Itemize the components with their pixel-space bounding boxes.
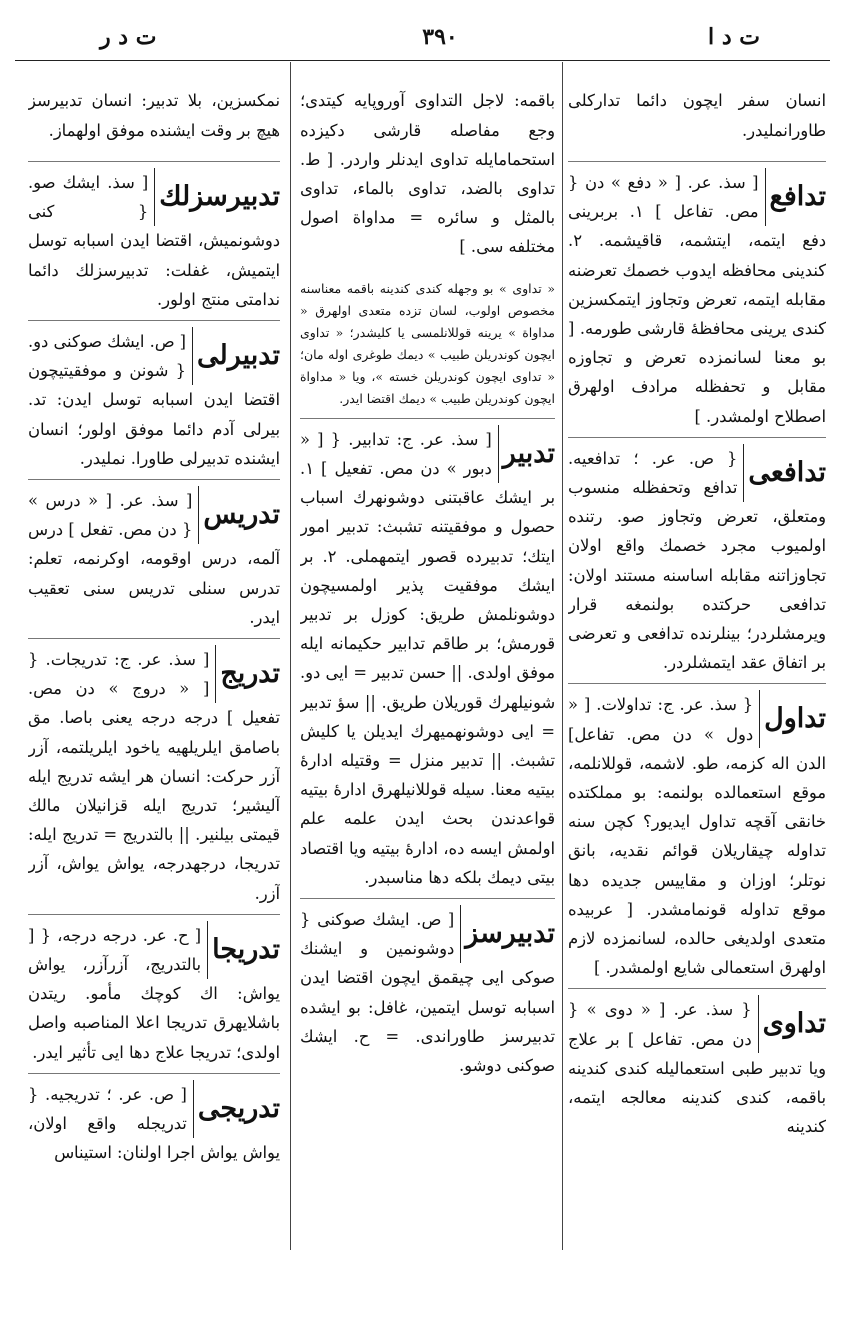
entry-definition: تفعیل ] ١. بر ایشك عاقبتنی دوشونهرك اسباب حصول و موفقیتنه تشبث: تدبیر امور ایتك؛ تدبیرده قصور ایتمهملی. ٢. بر ایشك موفقیت پذیر اولمسیچون دوشونلمش طریق: کوزل بر تدبیر قورمش؛ بر طاقم تدابیر حکیمانه ایله موفق اولدی. || حسن تدبیر = ایی دو. شونیلهرك قوریلان طریق. || سؤ تدبیر = ایی دوشونهمیهرك ایدیلن یا کلیش تشبث. || تدبیر منزل = وقتیله ادارهٔ بیتیه معنا. سیله قوللانیلهرق ادارهٔ بیتیه قواعدندن بحث ایدن علمه علم اولمش ایسه ده، ادارهٔ بیتیه ویا اقتصاد بیتی دیمك بلکه دها مناسبدر. xyxy=(300,459,555,887)
header-rule xyxy=(15,60,830,61)
entry-grammar: { سذ. عر. ج: تداولات. [ « دول » دن مص. xyxy=(568,695,754,744)
entry-grammar: [ سذ. عر. [ « دفع » دن { مص. تفاعل ] ١. بربرینی xyxy=(568,173,759,222)
dictionary-entry xyxy=(28,921,280,1067)
entry-definition: آلمه، درس اوقومه، اوکرنمه، تعلم: تدرس سنلی تدریس سنی تعقیب ایدر. xyxy=(28,549,280,627)
entry-separator xyxy=(568,988,826,989)
column-intro-text: باقمه: لاجل التداوی آوروپایه کیتدی؛ وجع مفاصله قارشی دکیزده استحمامایله تداوی ایدنلر واردر. [ ط. تداوی بالضد، تداوی بالماء، تداوی بالمثل و سائره = مداواة اصول مختلفه سی. ] xyxy=(300,91,555,257)
entry-headword: تدریجی xyxy=(193,1080,280,1138)
entry-separator xyxy=(568,683,826,684)
entry-grammar: [ ح. عر. درجه درجه، { [ بالتدریج، آزرآزر، xyxy=(28,925,202,975)
entry-grammar: [ ص. ایشك صوکنی دو. { شونن و موفقیتیچون xyxy=(28,332,187,381)
entry-separator xyxy=(300,418,555,419)
dictionary-entry xyxy=(568,168,826,431)
entry-headword: تدبیرلی xyxy=(192,327,280,385)
entry-definition: یواش یواش: اك کوچك مأمو. ریتدن باشلایهرق تدریجا اعلا المناصبه واصل اولدی؛ تدریجا علاج دها ایی تأثیر ایدر. xyxy=(28,955,280,1062)
entry-definition: صوکی ایی چیقمق ایچون اقتضا ایدن اسبابه توسل ایتمین، غافل: بو ایشده تدبیرسز طاوراندی. = ح. ایشك صوکنی دوشو. xyxy=(300,968,555,1076)
entry-separator xyxy=(568,437,826,438)
entry-grammar: { ص. عر. ؛ تدافعیه. xyxy=(568,448,738,468)
page-header xyxy=(60,20,820,56)
entry-definition: اقتضا ایدن اسبابه توسل ایدن: تد. بیرلی آدم دائما موفق اولور؛ انسان ایشنده تدبیرلی طاورا. نملیدر. xyxy=(28,390,280,468)
entry-grammar: [ سذ. عر. [ « درس » { دن مص. تفعل ] درس xyxy=(28,491,193,540)
entry-grammar: [ ص. ایشك صوکنی { دوشونمین و ایشنك xyxy=(300,910,455,959)
dictionary-entry xyxy=(568,444,826,678)
entry-headword: تدریس xyxy=(198,486,280,544)
entry-headword: تدبیرسز xyxy=(460,905,555,963)
entry-separator xyxy=(28,320,280,321)
entry-separator xyxy=(300,898,555,899)
entry-grammar: { سذ. عر. [ « دوی » { دن مص. تفاعل ] بر xyxy=(568,1000,752,1049)
entry-separator xyxy=(28,638,280,639)
column-divider xyxy=(290,62,291,1250)
entry-headword: تدریج xyxy=(215,645,280,703)
entry-separator xyxy=(568,161,826,162)
entry-separator xyxy=(28,161,280,162)
entry-separator xyxy=(28,914,280,915)
entry-definition: اقتضا ایدن اسبابه توسل ایتمیش، غفلت: تدبیرسزلك دائما ندامتی منتج اولور. xyxy=(28,231,280,309)
dictionary-entry xyxy=(28,486,280,632)
entry-headword: تداول xyxy=(759,690,826,748)
entry-definition: تدافع وتحفظله منسوب ومتعلق، تعرض وتجاوز صو. رتنده اولمیوب مجرد خصمك واقع اولان تجاوزاتنه مقابله اساسنه مستند اولان: تدافعی حرکتده بولنمغه قرار ویرمشلردر؛ بینلرنده تدافعی و تعرضی بر اتفاق عقد ایتمشلردر. xyxy=(568,478,826,673)
entry-headword: تدافع xyxy=(765,168,826,226)
dictionary-entry xyxy=(300,425,555,892)
page-number: ٣٩٠ xyxy=(422,24,458,50)
dictionary-entry xyxy=(28,645,280,908)
entry-definition: تفاعل] الدن اله کزمه، طو. لاشمه، قوللانلمه، موقع استعمالده بولنمه: بو مملکتده خانقی آقچه تداول ایدیور؟ کچن سنه تداوله چیقاریلان قوائم نقدیه، بانق نوتلر؛ اوزان و مقاییس جدیده دها موقع تداوله قونمامشدر. [ عربیده متعدی اولدیغی حالده، لسانمزده لازم اولهرق استعمالی شایع اولمشدر. ] xyxy=(568,724,826,978)
dictionary-entry xyxy=(28,1080,280,1168)
entry-separator xyxy=(28,1073,280,1074)
dictionary-entry xyxy=(568,995,826,1141)
entry-headword: تدافعی xyxy=(743,444,826,502)
column-divider xyxy=(562,62,563,1250)
entry-headword: تدبیرسزلك xyxy=(154,168,280,226)
header-right-letters: ت د ا xyxy=(708,24,760,50)
entry-headword: تداوی xyxy=(758,995,826,1053)
header-left-letters: ت د ر xyxy=(100,24,157,50)
left-column xyxy=(28,70,280,1300)
middle-column xyxy=(300,70,555,1300)
column-intro-text: انسان سفر ایچون دائما تدارکلی طاورانملیدر. xyxy=(568,91,826,140)
entry-definition: تفعیل ] درجه درجه یعنی باصا. مق باصامق ایلریلهیه یاخود ایلریلتمه، آزر آزر حرکت: انسان هر ایشه تدریج ایله آلیشیر؛ تدریج ایله قزانیلان مالك قیمتی بیلنیر. || بالتدریج = تدریج ایله: تدریجا، درجهدرجه، یواش یواش، آزر آزر. xyxy=(28,708,280,903)
usage-note: « تداوی » بو وجهله کندی کندینه باقمه معناسنه مخصوص اولوب، لسان تزده متعدی اولهرق « مداواة » یرینه قوللانلمسی یا کلیشدر؛ « تداوی ایچون کوندریلن طبیب » دیمك طوغری اوله مان؛ « تداوی ایچون کوندریلن خسته »، ویا « مداواة ایچون کوندریلن طبیب » دیمك اقتضا ایدر. xyxy=(300,280,555,406)
entry-definition: دفع ایتمه، ایتشمه، قاقیشمه. ٢. کندینی محافظه ایدوب خصمك تعرضنه مقابله ایتمه، تعرض وتجاوز ایتمکسزین کندی یرینی محافظهٔ قارشی طورمه. [ بو معنا لسانمزده تعرض و تجاوزه مقابل و تحفظله مرادف اولهرق اصطلاح اولمشدر. ] xyxy=(568,231,826,426)
entry-definition: علاج ویا تدبیر طبی استعمالیله کندی کندینه باقمه، کندی کندینه معالجه ایتمه، کندینه xyxy=(568,1029,826,1137)
right-column xyxy=(568,70,826,1300)
entry-grammar: [ سذ. عر. ج: تدابیر. { [ « دبور » دن مص. xyxy=(300,429,492,479)
column-intro-text: نمکسزین، بلا تدبیر: انسان تدبیرسز هیچ بر وقت ایشنده موفق اولهماز. xyxy=(28,91,280,140)
dictionary-entry xyxy=(28,327,280,473)
dictionary-entry xyxy=(28,168,280,314)
dictionary-entry xyxy=(568,690,826,982)
entry-grammar: [ سذ. ایشك صو. { کنی دوشونمیش، xyxy=(28,173,280,251)
entry-grammar: [ سذ. عر. ج: تدریجات. { [ « دروج » دن مص. xyxy=(28,650,210,699)
entry-definition: یواش یواش اجرا اولنان: استیناس xyxy=(54,1143,280,1163)
entry-separator xyxy=(28,479,280,480)
entry-headword: تدریجا xyxy=(207,921,280,979)
entry-grammar: [ ص. عر. ؛ تدریجیه. { تدریجله واقع اولان، xyxy=(28,1084,187,1134)
entry-headword: تدبیر xyxy=(498,425,555,483)
dictionary-entry xyxy=(300,905,555,1080)
